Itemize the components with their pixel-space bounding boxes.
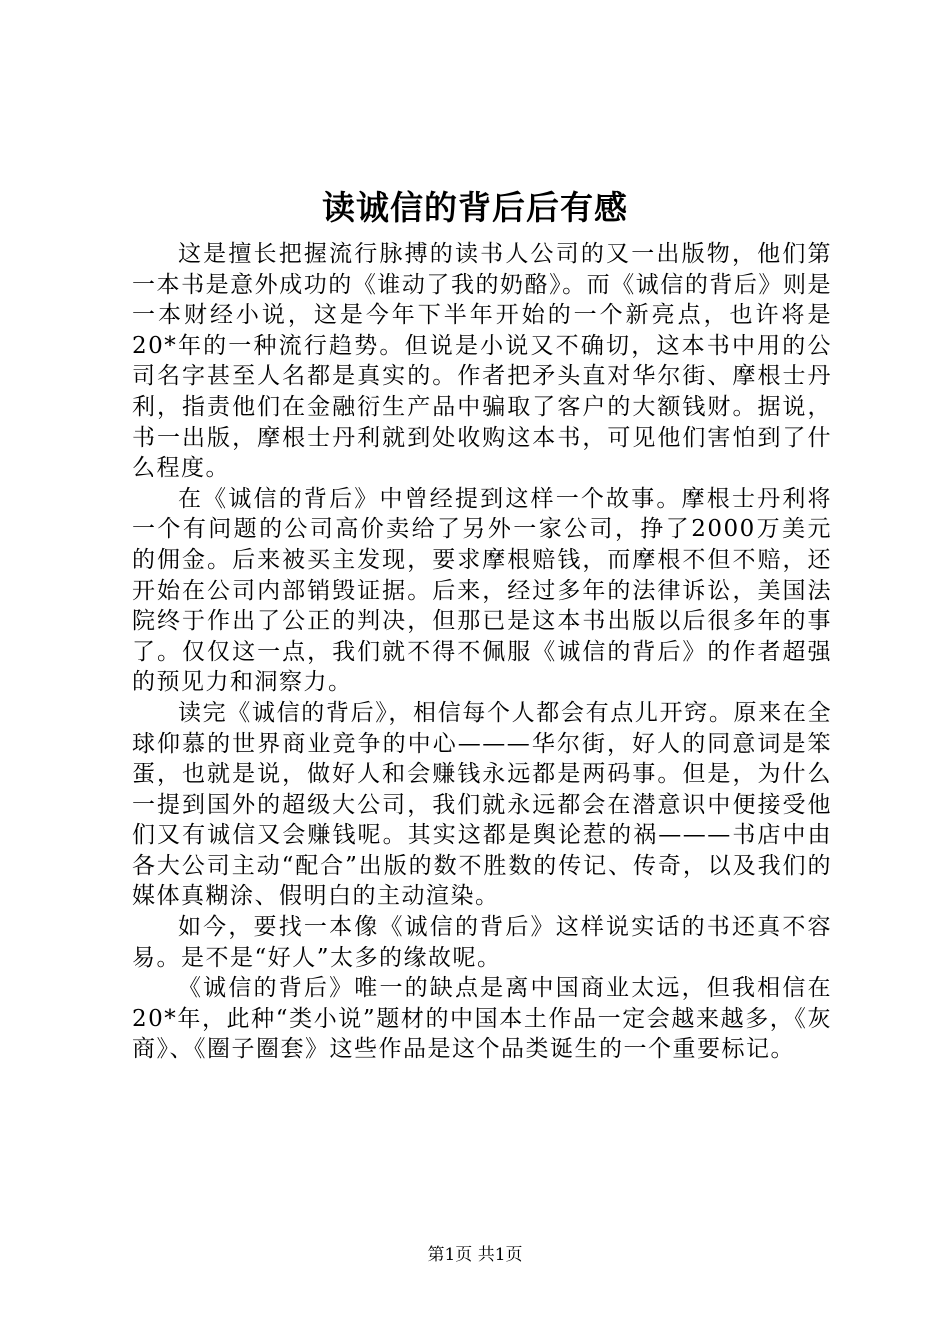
- body-paragraph: 这是擅长把握流行脉搏的读书人公司的又一出版物，他们第一本书是意外成功的《谁动了我的奶酪》。而《诚信的背后》则是一本财经小说，这是今年下半年开始的一个新亮点，也许将是20*年的一种流行趋势。但说是小说又不确切，这本书中用的公司名字甚至人名都是真实的。作者把矛头直对华尔街、摩根士丹利，指责他们在金融衍生产品中骗取了客户的大额钱财。据说，书一出版，摩根士丹利就到处收购这本书，可见他们害怕到了什么程度。: [132, 241, 832, 482]
- body-paragraph: 读完《诚信的背后》，相信每个人都会有点儿开窍。原来在全球仰慕的世界商业竞争的中心———华尔街，好人的同意词是笨蛋，也就是说，做好人和会赚钱永远都是两码事。但是，为什么一提到国外的超级大公司，我们就永远都会在潜意识中便接受他们又有诚信又会赚钱呢。其实这都是舆论惹的祸———书店中由各大公司主动“配合”出版的数不胜数的传记、传奇，以及我们的媒体真糊涂、假明白的主动渲染。: [132, 699, 832, 910]
- document-title: 读诚信的背后后有感: [322, 188, 628, 227]
- body-paragraph: 在《诚信的背后》中曾经提到这样一个故事。摩根士丹利将一个有问题的公司高价卖给了另外一家公司，挣了2000万美元的佣金。后来被买主发现，要求摩根赔钱，而摩根不但不赔，还开始在公司内部销毁证据。后来，经过多年的法律诉讼，美国法院终于作出了公正的判决，但那已是这本书出版以后很多年的事了。仅仅这一点，我们就不得不佩服《诚信的背后》的作者超强的预见力和洞察力。: [132, 485, 832, 696]
- body-paragraph: 《诚信的背后》唯一的缺点是离中国商业太远，但我相信在20*年，此种“类小说”题材的中国本土作品一定会越来越多，《灰商》、《圈子圈套》这些作品是这个品类诞生的一个重要标记。: [132, 975, 832, 1063]
- body-paragraph: 如今，要找一本像《诚信的背后》这样说实话的书还真不容易。是不是“好人”太多的缘故呢。: [132, 914, 832, 971]
- page-number-footer: 第1页 共1页: [427, 1245, 523, 1265]
- document-body: [132, 239, 832, 1065]
